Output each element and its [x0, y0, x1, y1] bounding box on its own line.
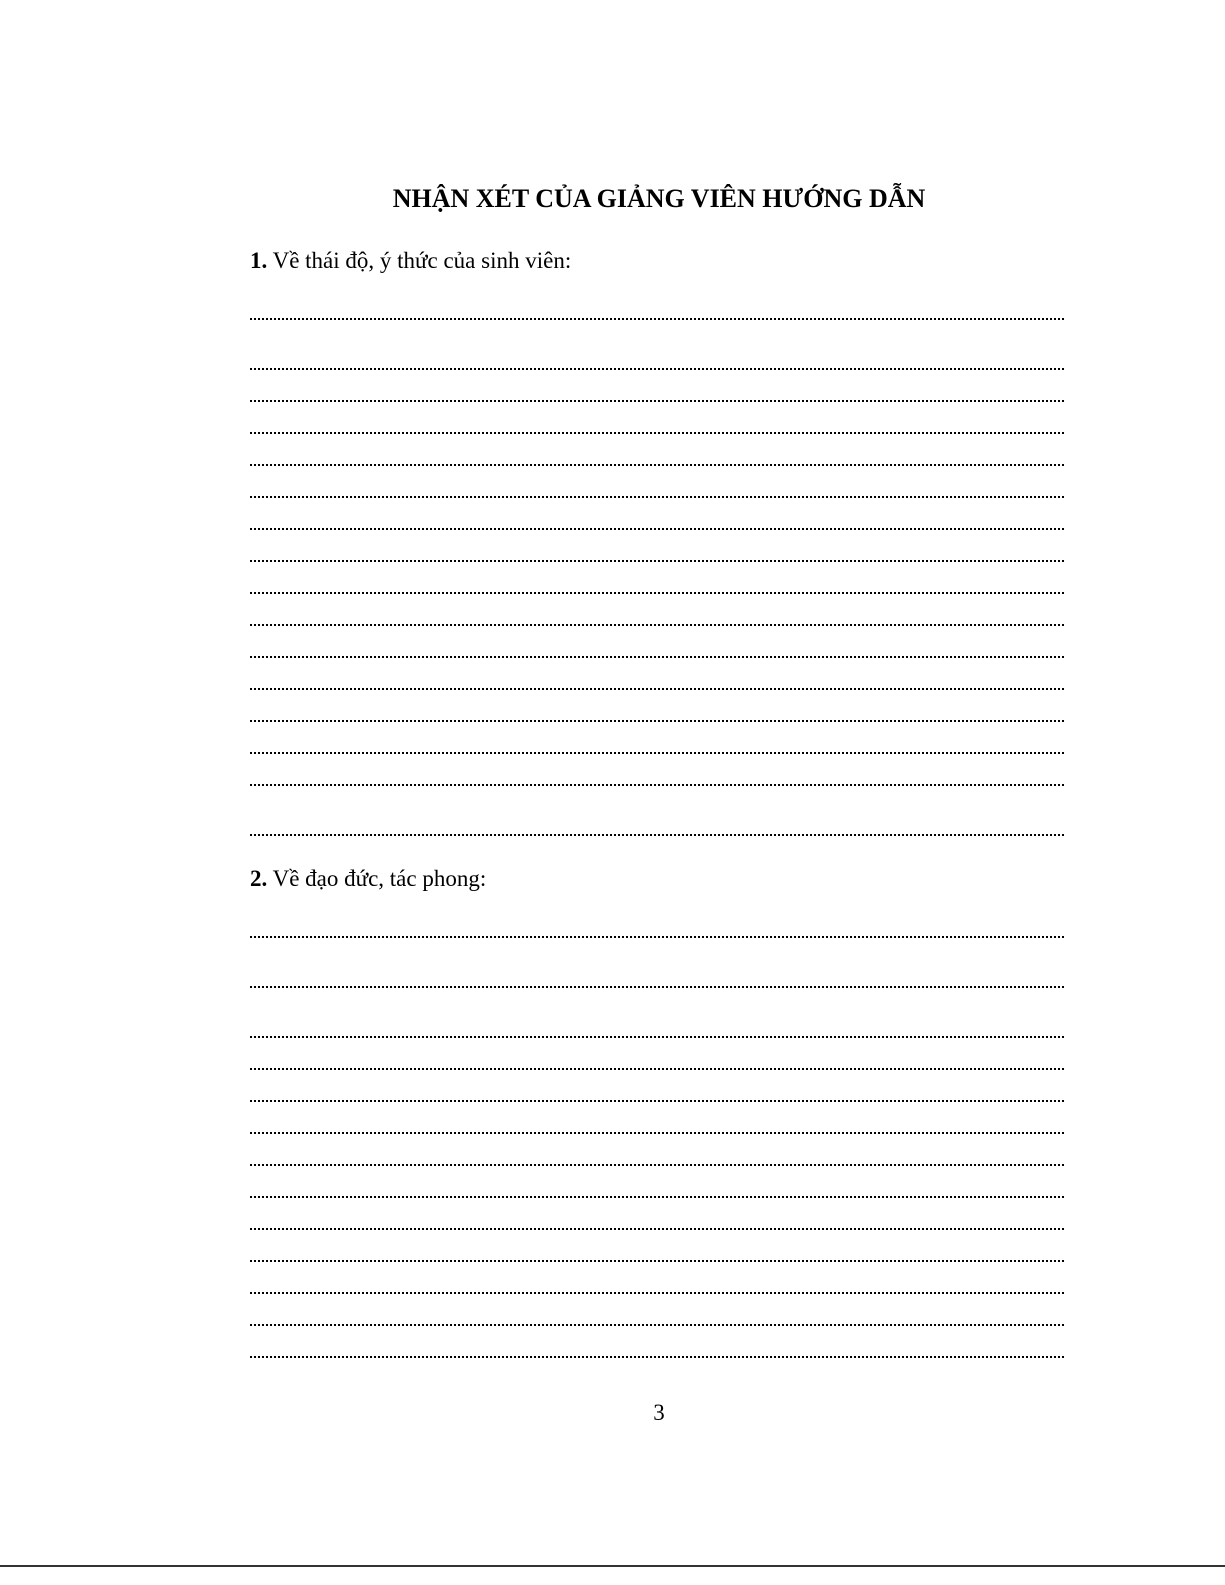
answer-line[interactable]: [250, 986, 1064, 988]
answer-line[interactable]: [250, 624, 1064, 626]
answer-line[interactable]: [250, 432, 1064, 434]
answer-line[interactable]: [250, 1196, 1064, 1198]
answer-line[interactable]: [250, 656, 1064, 658]
answer-line[interactable]: [250, 1100, 1064, 1102]
answer-line[interactable]: [250, 1068, 1064, 1070]
answer-line[interactable]: [250, 1036, 1064, 1038]
section-2-number: 2.: [250, 866, 268, 891]
answer-line[interactable]: [250, 1132, 1064, 1134]
answer-line[interactable]: [250, 464, 1064, 466]
answer-line[interactable]: [250, 1260, 1064, 1262]
page-number: 3: [653, 1400, 665, 1425]
page-title: NHẬN XÉT CỦA GIẢNG VIÊN HƯỚNG DẪN: [392, 184, 926, 213]
page-bottom-divider: [0, 1565, 1225, 1567]
answer-line[interactable]: [250, 720, 1064, 722]
answer-line[interactable]: [250, 688, 1064, 690]
answer-line[interactable]: [250, 834, 1064, 836]
answer-line[interactable]: [250, 368, 1064, 370]
answer-line[interactable]: [250, 1292, 1064, 1294]
section-2-heading: [250, 866, 486, 892]
answer-line[interactable]: [250, 1356, 1064, 1358]
section-1-title: Về thái độ, ý thức của sinh viên:: [272, 248, 572, 273]
section-2-title: Về đạo đức, tác phong:: [272, 866, 487, 891]
answer-line[interactable]: [250, 752, 1064, 754]
answer-line[interactable]: [250, 1228, 1064, 1230]
answer-line[interactable]: [250, 560, 1064, 562]
answer-line[interactable]: [250, 528, 1064, 530]
answer-line[interactable]: [250, 592, 1064, 594]
answer-line[interactable]: [250, 496, 1064, 498]
answer-line[interactable]: [250, 318, 1064, 320]
answer-line[interactable]: [250, 1324, 1064, 1326]
section-1-number: 1.: [250, 248, 268, 273]
section-1-heading: [250, 248, 571, 274]
answer-line[interactable]: [250, 400, 1064, 402]
answer-line[interactable]: [250, 936, 1064, 938]
answer-line[interactable]: [250, 1164, 1064, 1166]
answer-line[interactable]: [250, 784, 1064, 786]
